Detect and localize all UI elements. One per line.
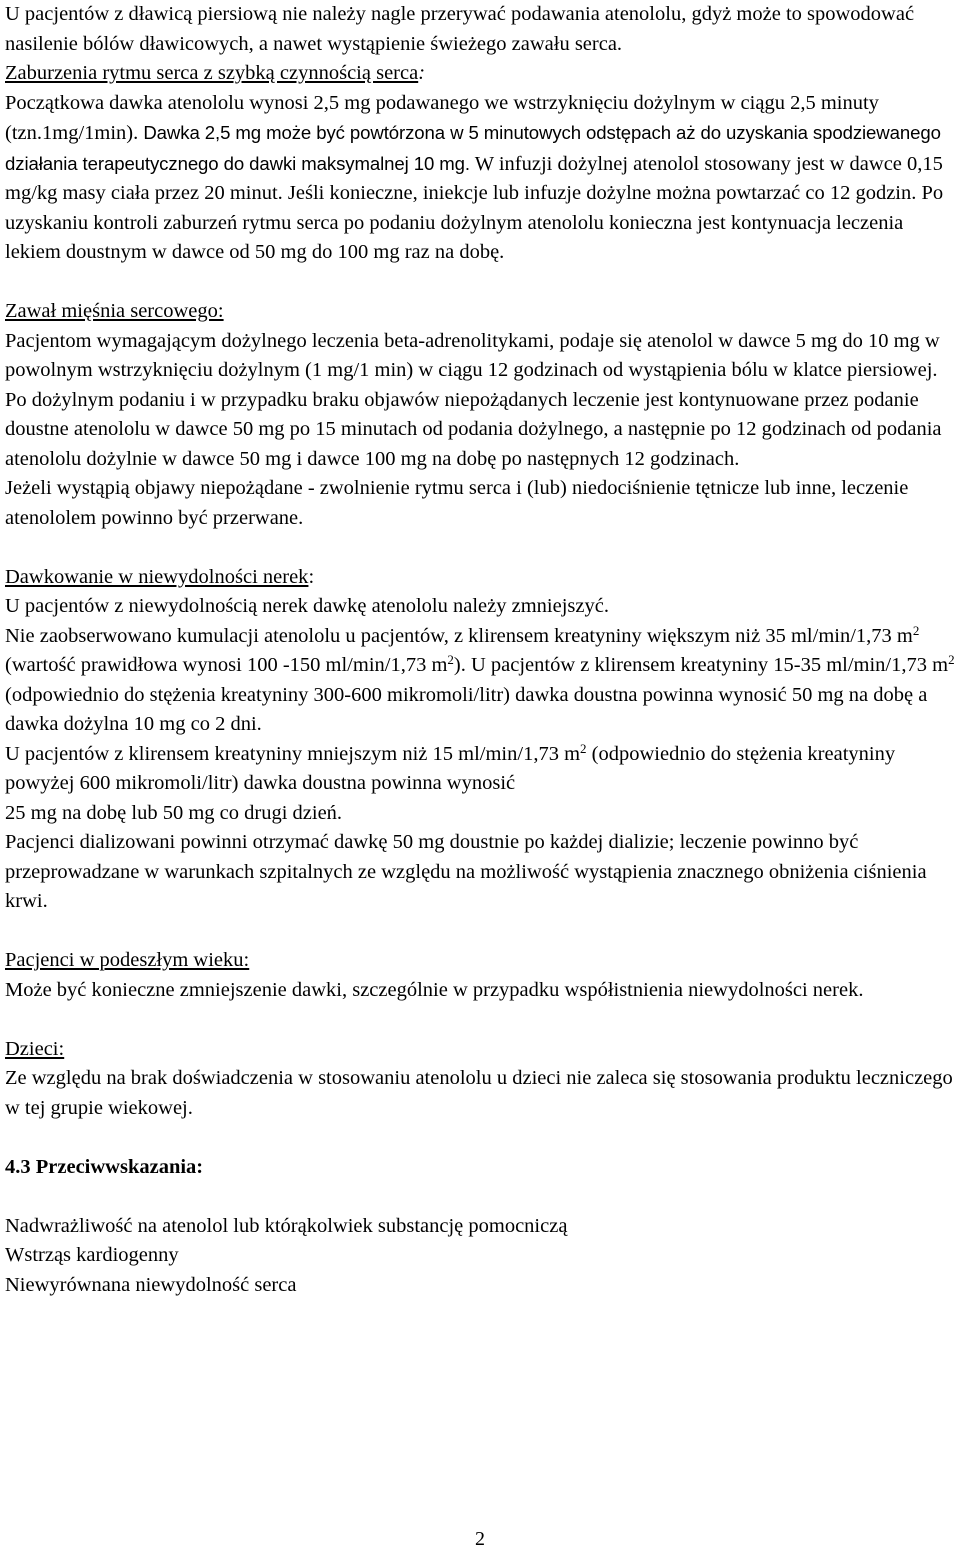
renal-p3-text-a: U pacjentów z klirensem kreatyniny mniejszym niż 15 ml/min/1,73 m: [5, 742, 581, 765]
document-page: [5, 0, 957, 1300]
infarction-paragraph: Pacjentom wymagającym dożylnego leczenia beta-adrenolitykami, podaje się atenolol w dawce 5 mg do 10 mg w powolnym wstrzyknięciu dożylnym (1 mg/1 min) w ciągu 12 godzinach od wystąpienia bólu w klatce piersiowej. Po dożylnym podaniu i w przypadku braku objawów niepożądanych leczenie jest kontynuowane przez podanie doustne atenololu w dawce 50 mg po 15 minutach od podania dożylnego, a następnie po 12 godzinach od podania atenololu dożylnie w dawce 50 mg i dawce 100 mg na dobę po następnych 12 godzinach.: [5, 329, 942, 470]
elderly-paragraph: Może być konieczne zmniejszenie dawki, szczególnie w przypadku współistnienia niewydolności nerek.: [5, 978, 864, 1001]
children-heading: Dzieci:: [5, 1037, 65, 1060]
intro-paragraph: U pacjentów z dławicą piersiową nie należy nagle przerywać podawania atenololu, gdyż może to spowodować nasilenie bólów dławicowych, a nawet wystąpienie świeżego zawału serca.: [5, 3, 915, 55]
renal-p3-text-c: 25 mg na dobę lub 50 mg co drugi dzień.: [5, 801, 343, 824]
superscript: 2: [580, 740, 587, 756]
contraindication-item: Nadwrażliwość na atenolol lub którąkolwiek substancję pomocniczą: [5, 1214, 568, 1237]
renal-p2-text-b: (wartość prawidłowa wynosi 100 -150 ml/min/1,73 m: [5, 654, 448, 676]
renal-p2-text-a: Nie zaobserwowano kumulacji atenololu u pacjentów, z klirensem kreatyniny większym niż 35 ml/min/1,73 m: [5, 624, 913, 647]
section-spacer: [5, 1182, 957, 1212]
superscript: 2: [912, 622, 920, 638]
renal-p2-text-c: ). U pacjentów z klirensem kreatyniny 15-35 ml/min/1,73 m: [453, 654, 949, 676]
renal-heading-line: [5, 563, 957, 593]
arrhythmia-heading-line: [5, 59, 957, 89]
renal-p3-text-b: (odpowiednio do stężenia kreatyniny powyżej 600 mikromoli/litr) dawka doustna powinna wynosić: [5, 742, 896, 794]
contraindication-item: Wstrząs kardiogenny: [5, 1244, 179, 1266]
renal-paragraph-4: Pacjenci dializowani powinni otrzymać dawkę 50 mg doustnie po każdej dializie; leczenie powinno być przeprowadzane w warunkach szpitalnych ze względu na możliwość wystąpienia znacznego obniżenia ciśnienia krwi.: [5, 831, 927, 912]
superscript: 2: [447, 652, 454, 667]
section-spacer: [5, 1123, 957, 1153]
children-paragraph: Ze względu na brak doświadczenia w stosowaniu atenololu u dzieci nie zaleca się stosowania produktu leczniczego w tej grupie wiekowej.: [5, 1067, 953, 1119]
renal-paragraph-2: [5, 622, 957, 740]
renal-paragraph-1: U pacjentów z niewydolnością nerek dawkę atenololu należy zmniejszyć.: [5, 595, 609, 617]
page-number: 2: [475, 1528, 485, 1550]
renal-heading-colon: :: [308, 565, 315, 588]
contraindication-item: Niewyrównana niewydolność serca: [5, 1273, 297, 1296]
section-spacer: [5, 917, 957, 947]
superscript: 2: [948, 652, 955, 667]
arrhythmia-heading: Zaburzenia rytmu serca z szybką czynnością serca: [5, 62, 419, 84]
elderly-heading: Pacjenci w podeszłym wieku:: [5, 949, 250, 971]
section-spacer: [5, 268, 957, 298]
contraindications-heading: 4.3 Przeciwwskazania:: [5, 1155, 204, 1178]
infarction-heading: Zawał mięśnia sercowego:: [5, 300, 224, 322]
renal-heading: Dawkowanie w niewydolności nerek: [5, 565, 309, 588]
section-spacer: [5, 533, 957, 563]
arrhythmia-infusion: W infuzji dożylnej atenolol stosowany jest w dawce 0,15 mg/kg masy ciała przez 20 minut. Jeśli konieczne, iniekcje lub infuzje dożylne można powtarzać co 12 godzin. Po uzyskaniu kontroli zaburzeń rytmu serca po podaniu dożylnym atenololu konieczna jest kontynuacja leczenia lekiem doustnym w dawce od 50 mg do 100 mg raz na dobę.: [5, 152, 944, 263]
infarction-adverse-paragraph: Jeżeli wystąpią objawy niepożądane - zwolnienie rytmu serca i (lub) niedociśnienie tętnicze lub inne, leczenie atenololem powinno być przerwane.: [5, 477, 909, 529]
renal-p2-text-d: (odpowiednio do stężenia kreatyniny 300-600 mikromoli/litr) dawka doustna powinna wynosić 50 mg na dobę a dawka dożylna 10 mg co 2 dni.: [5, 683, 928, 735]
arrhythmia-heading-colon: :: [418, 62, 426, 84]
arrhythmia-initial-dose: Początkowa dawka atenololu wynosi 2,5 mg podawanego we wstrzyknięciu dożylnym w ciągu 2,5 minuty (tzn.1mg/1min).: [5, 91, 879, 144]
arrhythmia-repeat-dose: Dawka 2,5 mg może być powtórzona w 5 minutowych odstępach aż do uzyskania spodziewanego działania terapeutycznego do dawki maksymalnej 10 mg.: [5, 122, 941, 174]
arrhythmia-paragraph: [5, 89, 957, 268]
section-spacer: [5, 1005, 957, 1035]
renal-paragraph-3: [5, 740, 957, 829]
